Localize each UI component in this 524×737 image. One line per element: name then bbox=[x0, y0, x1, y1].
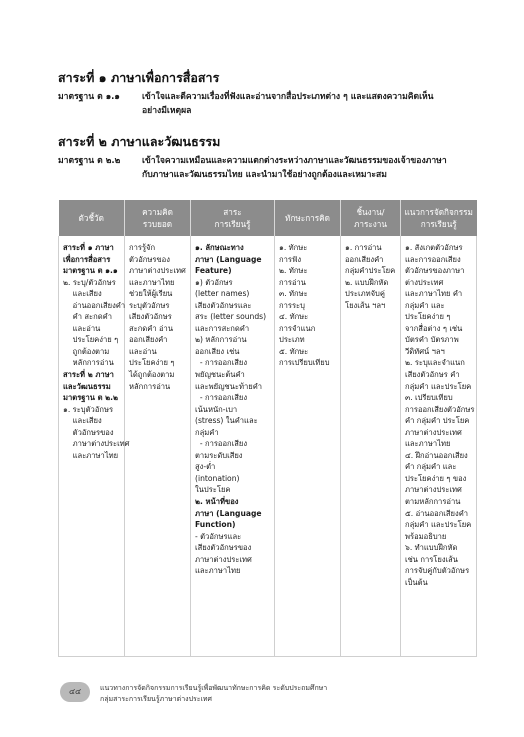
cell-line: ต่างประเทศ bbox=[405, 277, 444, 287]
cell-content bbox=[191, 236, 275, 657]
cell-line: ออกเสียง เช่น bbox=[195, 346, 240, 356]
cell-line: ๒. ระบุและจำแนก bbox=[405, 358, 465, 368]
standard-1-code: มาตรฐาน ต ๑.๑ bbox=[58, 92, 120, 102]
cell-line: ๒. ระบุ/ตัวอักษร bbox=[63, 277, 116, 287]
footer-text bbox=[100, 683, 327, 705]
cell-line: เสียงตัวอักษรของ bbox=[195, 543, 252, 553]
cell-line: ๑. สังเกตตัวอักษร bbox=[405, 243, 463, 252]
standard-2-code: มาตรฐาน ต ๒.๒ bbox=[58, 156, 121, 166]
activity-table bbox=[58, 200, 477, 657]
cell-line: การจับคู่กับตัวอักษร bbox=[405, 566, 470, 576]
cell-line: - การออกเสียง bbox=[195, 358, 248, 368]
cell-concept bbox=[125, 236, 191, 657]
header-indicator: ตัวชี้วัด bbox=[59, 200, 125, 236]
cell-line: กลุ่มคำ และประโยค bbox=[405, 381, 472, 391]
cell-line: พร้อมอธิบาย bbox=[405, 531, 447, 541]
page-number-badge: ๔๔ bbox=[60, 682, 90, 702]
cell-thinking-skills bbox=[275, 236, 341, 657]
cell-line: ภาษาต่างประเทศ bbox=[405, 427, 462, 437]
cell-line: การออกเสียงตัวอักษร bbox=[405, 404, 475, 414]
cell-line: ตัวอักษรของภาษา bbox=[405, 266, 465, 276]
standard-1 bbox=[58, 90, 478, 118]
cell-line: กลุ่มคำ bbox=[195, 427, 219, 437]
cell-line: ภาษาต่างประเทศ bbox=[129, 266, 186, 276]
table-row bbox=[59, 236, 477, 657]
cell-line: กลุ่มคำ และประโยค bbox=[405, 520, 472, 530]
cell-line: ภาษา (Language bbox=[195, 508, 262, 518]
cell-line: การระบุ bbox=[279, 300, 305, 310]
cell-line: ประโยคง่าย ๆ bbox=[405, 312, 451, 322]
cell-line: อ่านออกเสียงคำ bbox=[63, 300, 126, 310]
standard-2-text: เข้าใจความเหมือนและความแตกต่างระหว่างภาษาและวัฒนธรรมของเจ้าของภาษา กับภาษาและวัฒนธรรมไทย และนำมาใช้อย่างถูกต้องและเหมาะสม bbox=[142, 156, 447, 180]
cell-line: ได้ถูกต้องตาม bbox=[129, 370, 175, 380]
cell-line: เสียงตัวอักษร คำ bbox=[405, 370, 460, 380]
cell-line: ๑. ลักษณะทาง bbox=[195, 243, 244, 252]
cell-line: กลุ่มคำ และ bbox=[405, 300, 445, 310]
cell-line: ระบุตัวอักษร bbox=[129, 300, 170, 310]
cell-line: คำ กลุ่มคำ ประโยค bbox=[405, 416, 470, 426]
cell-line: การอ่าน bbox=[279, 277, 306, 287]
cell-line: และภาษาไทย bbox=[405, 439, 451, 449]
cell-activities bbox=[401, 236, 477, 657]
cell-line: เพื่อการสื่อสาร bbox=[63, 254, 111, 264]
cell-line: การฟัง bbox=[279, 254, 302, 264]
cell-line: ภาษาต่างประเทศ bbox=[405, 485, 462, 495]
cell-line: คำ สะกดคำ bbox=[63, 312, 112, 322]
cell-line: ๓. เปรียบเทียบ bbox=[405, 393, 453, 403]
footer-line-2: กลุ่มสาระการเรียนรู้ภาษาต่างประเทศ bbox=[100, 695, 212, 703]
cell-indicators bbox=[59, 236, 130, 657]
cell-line: ๒. หน้าที่ของ bbox=[195, 497, 239, 507]
cell-line: ถูกต้องตาม bbox=[63, 346, 110, 356]
cell-line: ช่วยให้ผู้เรียน bbox=[129, 289, 173, 299]
cell-line: และอ่าน bbox=[63, 323, 101, 333]
cell-line: และภาษาไทย bbox=[195, 566, 241, 576]
cell-line: และภาษาไทย คำ bbox=[405, 289, 463, 299]
cell-line: เสียงตัวอักษรและ bbox=[195, 300, 252, 310]
standard-1-text: เข้าใจและตีความเรื่องที่ฟังและอ่านจากสื่อประเภทต่าง ๆ และแสดงความคิดเห็น อย่างมีเหตุผล bbox=[142, 92, 434, 116]
cell-line: ๒) หลักการอ่าน bbox=[195, 335, 247, 345]
cell-tasks bbox=[341, 236, 401, 657]
cell-line: การเปรียบเทียบ bbox=[279, 358, 330, 368]
standard-2 bbox=[58, 154, 478, 182]
cell-line: และการออกเสียง bbox=[405, 254, 461, 264]
cell-line: การจำแนก bbox=[279, 323, 316, 333]
cell-line: - การออกเสียง bbox=[195, 439, 248, 449]
strand-1-heading: สาระที่ ๑ ภาษาเพื่อการสื่อสาร bbox=[58, 70, 220, 85]
cell-line: (letter names) bbox=[195, 289, 250, 299]
cell-line: ๕. อ่านออกเสียงคำ bbox=[405, 508, 469, 518]
cell-line: เน้นหนัก-เบา bbox=[195, 404, 238, 414]
cell-line: ๔. ทักษะ bbox=[279, 312, 309, 322]
cell-line: ภาษา (Language bbox=[195, 254, 262, 264]
cell-line: จากสื่อต่าง ๆ เช่น bbox=[405, 323, 463, 333]
cell-line: มาตรฐาน ต ๑.๑ bbox=[63, 266, 118, 276]
cell-line: และภาษาไทย bbox=[63, 450, 119, 460]
cell-line: ประโยคง่าย ๆ ของ bbox=[405, 473, 467, 483]
cell-line: และอ่าน bbox=[129, 346, 157, 356]
cell-line: ๑) ตัวอักษร bbox=[195, 277, 233, 287]
cell-line: เช่น การโยงเส้น bbox=[405, 554, 458, 564]
cell-line: ภาษาต่างประเทศ bbox=[195, 554, 252, 564]
cell-line: ประโยคง่าย ๆ bbox=[129, 358, 175, 368]
cell-line: สะกดคำ อ่าน bbox=[129, 323, 174, 333]
cell-line: กลุ่มคำประโยค bbox=[345, 266, 396, 276]
cell-line: เสียงตัวอักษร bbox=[129, 312, 172, 322]
cell-line: และเสียง bbox=[63, 416, 102, 426]
header-tasks: ชิ้นงาน/ ภาระงาน bbox=[341, 200, 401, 236]
cell-line: ตามระดับเสียง bbox=[195, 450, 243, 460]
cell-line: ประโยคง่าย ๆ bbox=[63, 335, 119, 345]
cell-line: ๔. ฝึกอ่านออกเสียง bbox=[405, 450, 468, 460]
cell-line: ตัวอักษรของ bbox=[63, 427, 114, 437]
cell-line: ๑. ทักษะ bbox=[279, 243, 308, 252]
cell-line: ๓. ทักษะ bbox=[279, 289, 308, 299]
cell-line: คำ กลุ่มคำ และ bbox=[405, 462, 457, 472]
cell-line: ในประโยค bbox=[195, 485, 231, 495]
header-thinking-skills: ทักษะการคิด bbox=[275, 200, 341, 236]
footer-line-1: แนวทางการจัดกิจกรรมการเรียนรู้เพื่อพัฒนาทักษะการคิด ระดับประถมศึกษา bbox=[100, 684, 328, 692]
cell-line: ประเภท bbox=[279, 335, 305, 345]
cell-line: ตามหลักการอ่าน bbox=[405, 497, 461, 507]
cell-line: และพยัญชนะท้ายคำ bbox=[195, 381, 263, 391]
cell-line: สระ (letter sounds) bbox=[195, 312, 267, 322]
cell-line: โยงเส้น ฯลฯ bbox=[345, 300, 386, 310]
cell-line: มาตรฐาน ต ๒.๒ bbox=[63, 393, 119, 403]
cell-line: การรู้จัก bbox=[129, 243, 156, 252]
cell-line: - ตัวอักษรและ bbox=[195, 531, 242, 541]
header-content: สาระ การเรียนรู้ bbox=[191, 200, 275, 236]
cell-line: - การออกเสียง bbox=[195, 393, 248, 403]
cell-line: Feature) bbox=[195, 266, 232, 276]
header-concept: ความคิด รวบยอด bbox=[125, 200, 191, 236]
cell-line: ๒. ทักษะ bbox=[279, 266, 308, 276]
cell-line: วีดิทัศน์ ฯลฯ bbox=[405, 346, 445, 356]
cell-line: ออกเสียงคำ bbox=[129, 335, 168, 345]
cell-line: ออกเสียงคำ bbox=[345, 254, 384, 264]
cell-line: สาระที่ ๒ ภาษา bbox=[63, 370, 114, 380]
cell-line: (stress) ในคำและ bbox=[195, 416, 258, 426]
cell-line: Function) bbox=[195, 520, 236, 530]
cell-line: หลักการอ่าน bbox=[129, 381, 171, 391]
cell-line: พยัญชนะต้นคำ bbox=[195, 370, 245, 380]
cell-line: ๖. ทำแบบฝึกหัด bbox=[405, 543, 458, 553]
cell-line: บัตรคำ บัตรภาพ bbox=[405, 335, 459, 345]
header-activities: แนวการจัดกิจกรรม การเรียนรู้ bbox=[401, 200, 477, 236]
cell-line: ๕. ทักษะ bbox=[279, 346, 309, 356]
cell-line: และวัฒนธรรม bbox=[63, 381, 111, 391]
cell-line: สาระที่ ๑ ภาษา bbox=[63, 243, 114, 252]
cell-line: สูง-ต่ำ bbox=[195, 462, 216, 472]
cell-line: ๒. แบบฝึกหัด bbox=[345, 277, 389, 287]
cell-line: และภาษาไทย bbox=[129, 277, 175, 287]
cell-line: (intonation) bbox=[195, 473, 240, 483]
table-header-row bbox=[59, 200, 477, 236]
cell-line: และเสียง bbox=[63, 289, 102, 299]
strand-2-heading: สาระที่ ๒ ภาษาและวัฒนธรรม bbox=[58, 134, 221, 149]
cell-line: และการสะกดคำ bbox=[195, 323, 250, 333]
cell-line: เป็นต้น bbox=[405, 577, 428, 587]
cell-line: หลักการอ่าน bbox=[63, 358, 114, 368]
cell-line: ๑. ระบุตัวอักษร bbox=[63, 404, 114, 414]
cell-line: ๑. การอ่าน bbox=[345, 243, 382, 252]
cell-line: ตัวอักษรของ bbox=[129, 254, 170, 264]
cell-line: ประเภทจับคู่ bbox=[345, 289, 385, 299]
cell-line: ภาษาต่างประเทศ bbox=[63, 439, 130, 449]
